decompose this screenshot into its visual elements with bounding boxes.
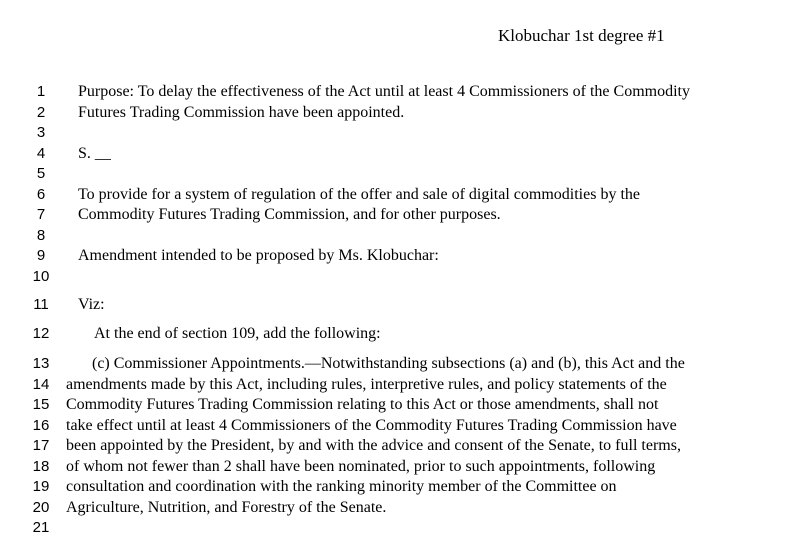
line-number: 6 [36, 185, 46, 203]
line-number: 11 [33, 296, 49, 313]
line-number: 9 [36, 247, 46, 264]
line-number: 15 [32, 396, 50, 413]
document-line [0, 375, 800, 396]
document-line [0, 436, 800, 457]
line-number: 13 [32, 355, 50, 372]
document-body [0, 82, 800, 539]
line-text: Commodity Futures Trading Commission, and for other purposes. [78, 206, 501, 223]
line-text: been appointed by the President, by and with the advice and consent of the Senate, to full terms, [66, 437, 681, 454]
line-text: Futures Trading Commission have been appointed. [78, 103, 405, 121]
line-number: 21 [32, 519, 50, 536]
line-text: At the end of section 109, add the following: [94, 324, 381, 342]
line-text: (c) Commissioner Appointments.—Notwithstanding subsections (a) and (b), this Act and the [92, 355, 685, 372]
line-number: 5 [36, 165, 46, 182]
document-line [0, 477, 800, 498]
line-number: 3 [36, 124, 46, 141]
line-number: 19 [32, 478, 50, 495]
document-line [0, 354, 800, 375]
line-text: Purpose: To delay the effectiveness of the Act until at least 4 Commissioners of the Commodity [78, 83, 690, 100]
line-text: To provide for a system of regulation of the offer and sale of digital commodities by the [78, 185, 640, 203]
line-text: amendments made by this Act, including rules, interpretive rules, and policy statements of the [66, 375, 667, 393]
line-number: 2 [36, 103, 46, 121]
document-line [0, 416, 800, 437]
line-number: 1 [36, 83, 46, 100]
document-line [0, 185, 800, 206]
document-line [0, 82, 800, 103]
document-line [0, 498, 800, 519]
line-text: of whom not fewer than 2 shall have been nominated, prior to such appointments, following [66, 457, 656, 475]
line-number: 4 [36, 144, 46, 162]
line-text: take effect until at least 4 Commissioners of the Commodity Futures Trading Commission have [66, 416, 677, 434]
line-number: 8 [36, 226, 46, 244]
document-line [0, 164, 800, 185]
line-text: Commodity Futures Trading Commission relating to this Act or those amendments, shall not [66, 396, 659, 413]
document-line [0, 205, 800, 226]
line-number: 16 [32, 416, 50, 434]
line-number: 20 [32, 498, 50, 516]
document-line [0, 144, 800, 165]
line-text: Viz: [78, 296, 105, 313]
document-line [0, 103, 800, 124]
document-line [0, 123, 800, 144]
document-line [0, 267, 800, 288]
line-number: 17 [32, 437, 50, 454]
line-text: consultation and coordination with the ranking minority member of the Committee on [66, 478, 617, 495]
line-number: 7 [36, 206, 46, 223]
document-line [0, 395, 800, 416]
line-text: Amendment intended to be proposed by Ms. Klobuchar: [78, 247, 439, 264]
line-text: S. __ [78, 144, 111, 162]
line-text: Agriculture, Nutrition, and Forestry of the Senate. [66, 498, 387, 516]
line-number: 14 [32, 375, 50, 393]
line-number: 10 [32, 267, 50, 285]
document-line [0, 457, 800, 478]
line-number: 12 [32, 324, 50, 342]
document-header-title: Klobuchar 1st degree #1 [498, 26, 665, 45]
document-line [0, 246, 800, 267]
document-line [0, 518, 800, 539]
document-line [0, 324, 800, 345]
document-line [0, 295, 800, 316]
line-number: 18 [32, 457, 50, 475]
document-line [0, 226, 800, 247]
